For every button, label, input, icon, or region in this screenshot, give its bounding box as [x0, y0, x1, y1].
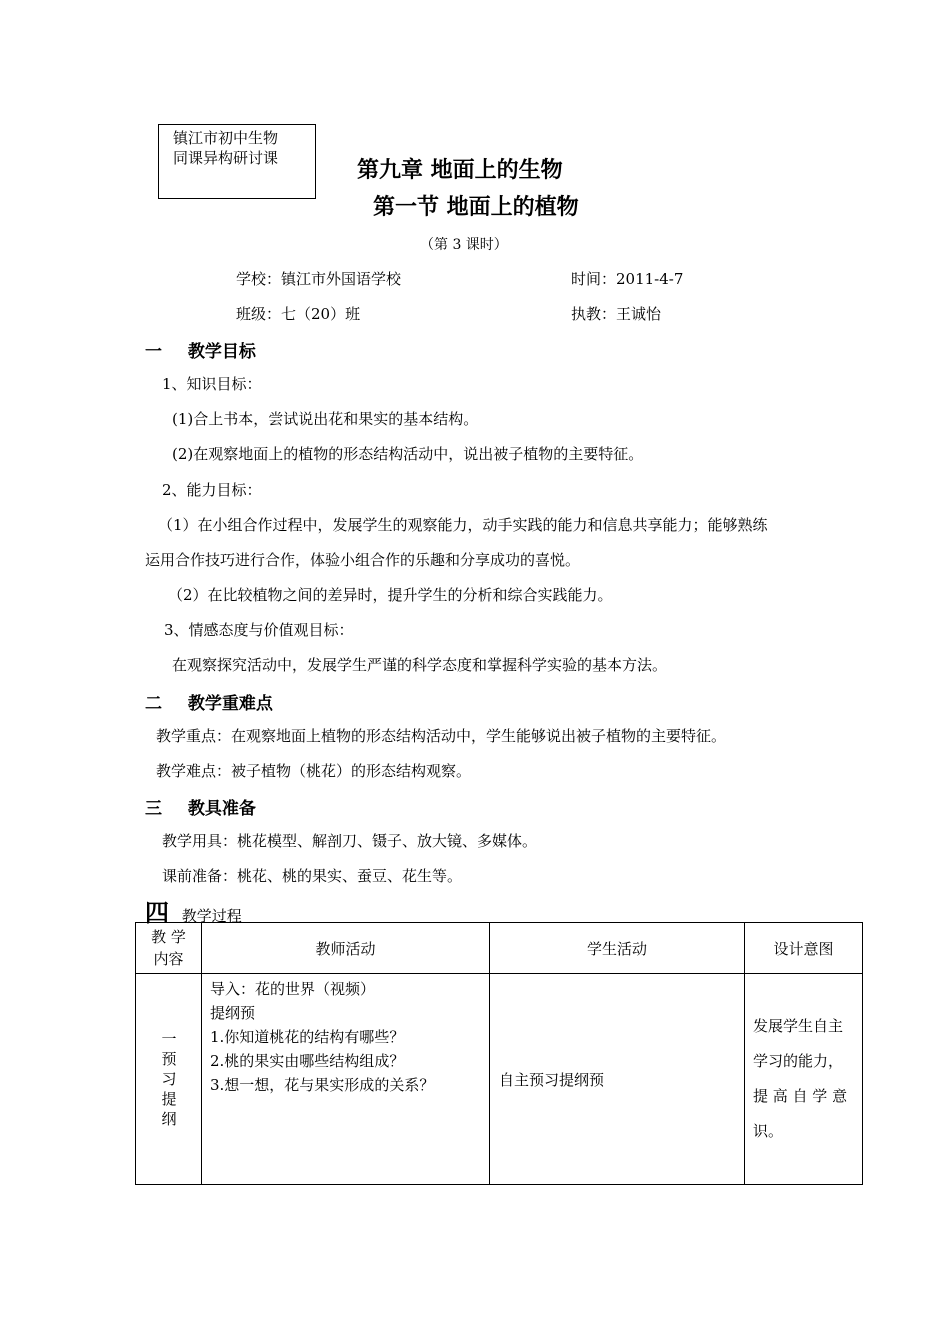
stamp-line-1: 镇江市初中生物: [173, 129, 279, 147]
class-preparation: 课前准备：桃花、桃的果实、蚕豆、花生等。: [162, 867, 463, 885]
section-1-number: 一: [145, 342, 162, 362]
header-student: 学生活动: [490, 923, 745, 974]
stamp-line-2: 同课异构研讨课: [173, 149, 279, 167]
lesson-number: （第 3 课时）: [420, 237, 508, 253]
content-char: 纲: [161, 1110, 177, 1128]
teacher-info: 执教：王诚怡: [571, 305, 662, 323]
row-1-student-activity: [490, 974, 745, 1185]
section-title: 第一节 地面上的植物: [373, 195, 579, 220]
header-content: [136, 923, 202, 974]
teacher-activity-line: 提纲预: [210, 1004, 256, 1022]
header-content-line-1: 教 学: [151, 928, 186, 946]
knowledge-goal-1: (1)合上书本，尝试说出花和果实的基本结构。: [172, 410, 479, 428]
section-3-number: 三: [145, 799, 162, 819]
table-header-row: [136, 923, 863, 974]
teaching-process-table: [135, 922, 863, 1185]
content-char: 提: [161, 1090, 177, 1108]
difficult-point: 教学难点：被子植物（桃花）的形态结构观察。: [156, 762, 472, 780]
teacher-activity-line: 2.桃的果实由哪些结构组成？: [210, 1052, 405, 1070]
design-intent-line: 学习的能力，: [753, 1052, 844, 1070]
section-2-title: 教学重难点: [187, 694, 273, 714]
design-intent-line: 发展学生自主: [753, 1017, 844, 1035]
row-1-content: [136, 974, 202, 1185]
key-point: 教学重点：在观察地面上植物的形态结构活动中，学生能够说出被子植物的主要特征。: [156, 727, 727, 745]
row-1-design-intent: [745, 974, 863, 1185]
header-content-line-2: 内容: [153, 950, 184, 968]
table-row: [136, 974, 863, 1185]
class-info: 班级：七（20）班: [236, 305, 361, 323]
ability-goal-1a: （1）在小组合作过程中，发展学生的观察能力，动手实践的能力和信息共享能力；能够熟练: [158, 516, 768, 534]
header-teacher: 教师活动: [202, 923, 490, 974]
content-char: 预: [161, 1050, 177, 1068]
section-1-title: 教学目标: [187, 342, 256, 362]
section-4-number: 四: [145, 899, 169, 927]
knowledge-goal-title: 1、知识目标：: [162, 375, 262, 393]
row-1-content-vertical: [162, 1029, 176, 1129]
stamp-box: [158, 124, 316, 199]
design-intent-line: 提 高 自 学 意: [753, 1087, 848, 1105]
section-2-number: 二: [145, 694, 162, 714]
section-4-title: 教学过程: [181, 907, 242, 925]
emotion-goal-1: 在观察探究活动中，发展学生严谨的科学态度和掌握科学实验的基本方法。: [172, 656, 668, 674]
row-1-student-text: 自主预习提纲预: [499, 1070, 605, 1089]
chapter-title: 第九章 地面上的生物: [357, 158, 563, 183]
ability-goal-title: 2、能力目标：: [162, 481, 262, 499]
content-char: 一: [161, 1030, 177, 1048]
knowledge-goal-2: (2)在观察地面上的植物的形态结构活动中，说出被子植物的主要特征。: [172, 445, 644, 463]
school-info: 学校：镇江市外国语学校: [236, 270, 402, 288]
time-info: 时间：2011-4-7: [571, 270, 684, 288]
section-3-heading: [145, 794, 256, 819]
design-intent-line: 识。: [753, 1122, 784, 1140]
teacher-activity-line: 3.想一想，花与果实形成的关系？: [210, 1076, 435, 1094]
ability-goal-1b: 运用合作技巧进行合作，体验小组合作的乐趣和分享成功的喜悦。: [145, 551, 581, 569]
teacher-activity-line: 导入：花的世界（视频）: [210, 980, 376, 998]
teaching-tools: 教学用具：桃花模型、解剖刀、镊子、放大镜、多媒体。: [162, 832, 538, 850]
section-2-heading: [145, 689, 273, 714]
row-1-teacher-activity: [202, 974, 490, 1185]
ability-goal-2: （2）在比较植物之间的差异时，提升学生的分析和综合实践能力。: [168, 586, 613, 604]
teacher-activity-line: 1.你知道桃花的结构有哪些？: [210, 1028, 405, 1046]
content-char: 习: [161, 1070, 177, 1088]
emotion-goal-title: 3、情感态度与价值观目标：: [164, 621, 354, 639]
section-1-heading: [145, 337, 256, 362]
section-3-title: 教具准备: [187, 799, 256, 819]
header-design: 设计意图: [745, 923, 863, 974]
